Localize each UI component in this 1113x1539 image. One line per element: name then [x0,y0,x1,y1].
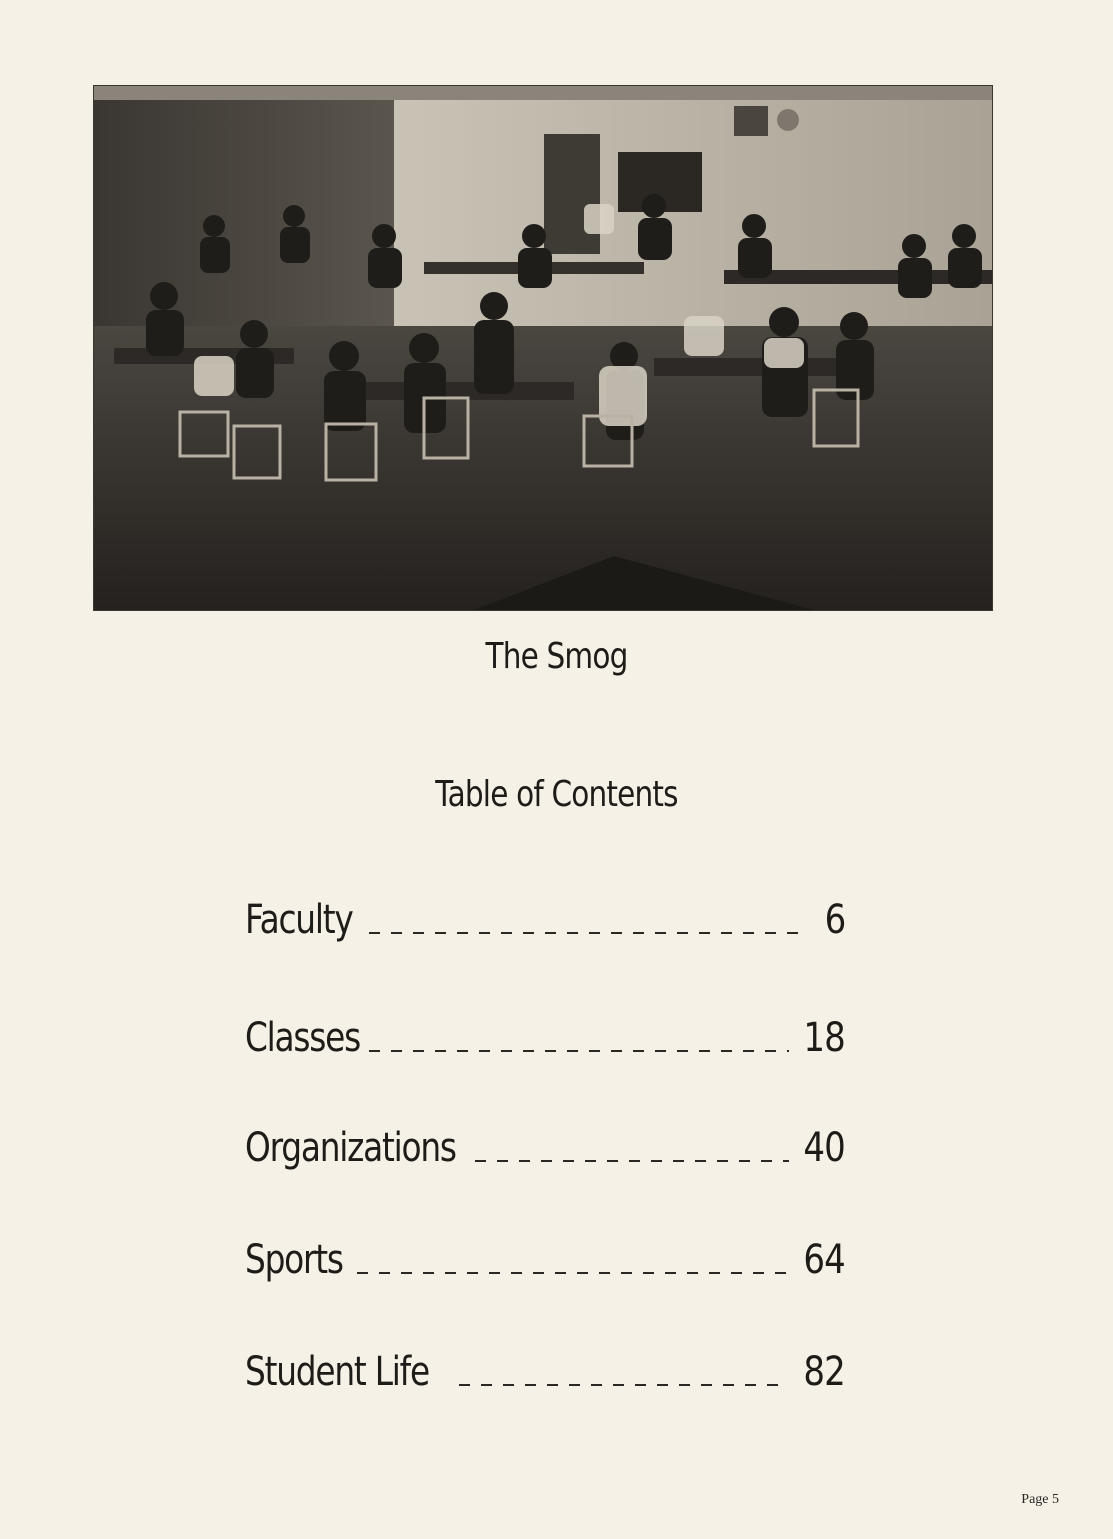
toc-entry-label: Sports [245,1237,343,1283]
toc-entry-label: Student Life [245,1349,429,1395]
toc-entry-page: 64 [803,1237,845,1283]
contents-heading: Table of Contents [435,774,678,815]
toc-entry-page: 40 [803,1125,845,1171]
toc-entry-page: 82 [803,1349,845,1395]
dot-leader [369,1050,789,1052]
cafeteria-photo-illustration [94,86,992,610]
toc-entry-faculty[interactable] [245,884,845,944]
page-number: Page 5 [1021,1492,1059,1507]
cafeteria-photo [94,86,992,610]
toc-entry-student-life[interactable] [245,1336,845,1396]
toc-entry-page: 18 [803,1015,845,1061]
toc-entry-sports[interactable] [245,1224,845,1284]
toc-entry-label: Organizations [245,1125,456,1171]
dot-leader [369,932,801,934]
toc-entry-organizations[interactable] [245,1112,845,1172]
dot-leader [459,1384,789,1386]
dot-leader [357,1272,789,1274]
toc-entry-page: 6 [824,897,845,943]
dot-leader [475,1160,789,1162]
toc-entry-label: Classes [245,1015,360,1061]
toc-entry-label: Faculty [245,897,353,943]
yearbook-title: The Smog [485,636,628,677]
toc-entry-classes[interactable] [245,1002,845,1062]
